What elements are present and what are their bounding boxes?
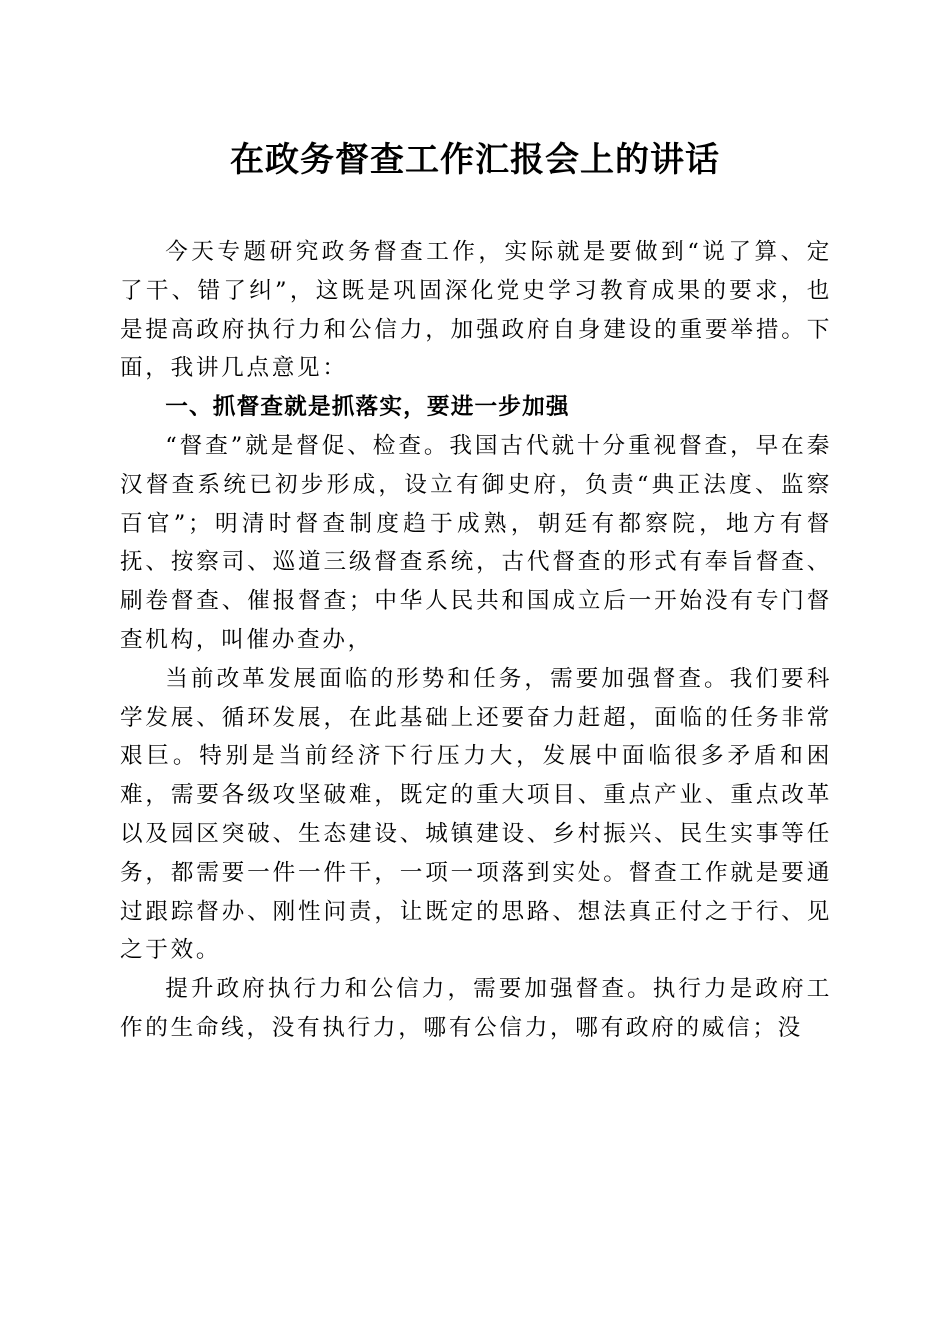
- paragraph-history: “督查”就是督促、检查。我国古代就十分重视督查，早在秦汉督查系统已初步形成，设立有御史府，负责“典正法度、监察百官”；明清时督查制度趋于成熟，朝廷有都察院，地方有督抚、按察司、巡道三级督查系统，古代督查的形式有奉旨督查、刷卷督查、催报督查；中华人民共和国成立后一开始没有专门督查机构，叫催办查办，: [120, 432, 832, 653]
- paragraph-execution: 提升政府执行力和公信力，需要加强督查。执行力是政府工作的生命线，没有执行力，哪有公信力，哪有政府的威信；没: [120, 976, 832, 1041]
- paragraph-intro: 今天专题研究政务督查工作，实际就是要做到“说了算、定了干、错了纠”，这既是巩固深化党史学习教育成果的要求，也是提高政府执行力和公信力，加强政府自身建设的重要举措。下面，我讲几点意见：: [120, 239, 832, 382]
- section-heading: 一、抓督查就是抓落实，要进一步加强: [165, 394, 570, 421]
- document-title: 在政务督查工作汇报会上的讲话: [230, 140, 720, 180]
- document-body: [120, 233, 832, 1048]
- paragraph-current-tasks: 当前改革发展面临的形势和任务，需要加强督查。我们要科学发展、循环发展，在此基础上还要奋力赶超，面临的任务非常艰巨。特别是当前经济下行压力大，发展中面临很多矛盾和困难，需要各级攻坚破难，既定的重大项目、重点产业、重点改革以及园区突破、生态建设、城镇建设、乡村振兴、民生实事等任务，都需要一件一件干，一项一项落到实处。督查工作就是要通过跟踪督办、刚性问责，让既定的思路、想法真正付之于行、见之于效。: [120, 665, 832, 964]
